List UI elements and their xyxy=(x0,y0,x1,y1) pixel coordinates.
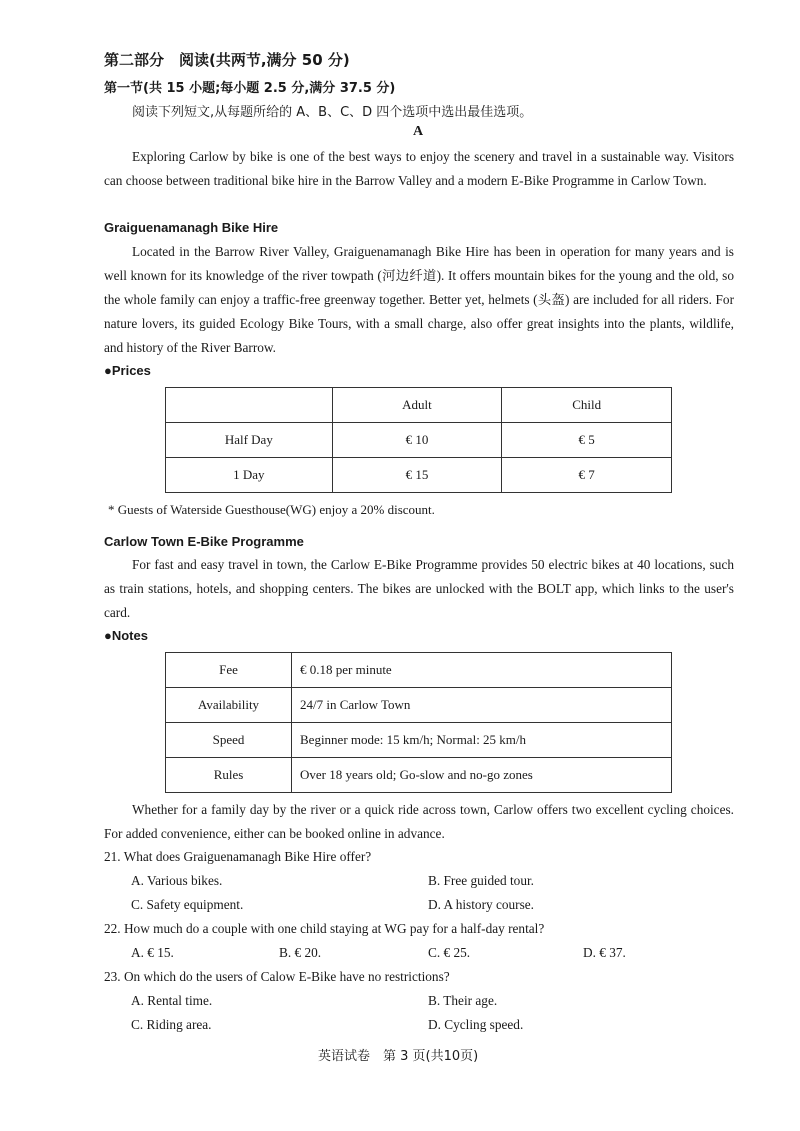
closing-paragraph: Whether for a family day by the river or a quick ride across town, Carlow offers two excellent cycling choices. For added convenience, either can be booked online in advance. xyxy=(104,802,734,841)
hire-paragraph: Located in the Barrow River Valley, Graiguenamanagh Bike Hire has been in operation for many years and is well known for its knowledge of the river towpath (河边纤道). It offers mountain bikes for the young and the old, so the whole family can enjoy a traffic-free greenway together. Better yet, helmets (头盔) are included for all riders. For nature lovers, its guided Ecology Bike Tours, with a small charge, also offer great insights into the plants, wildlife, and history of the River Barrow. xyxy=(104,244,734,355)
table-cell: € 15 xyxy=(332,458,502,493)
passage-label: A xyxy=(413,124,424,139)
prices-label: ●Prices xyxy=(104,363,151,378)
hire-heading: Graiguenamanagh Bike Hire xyxy=(104,220,279,235)
discount-note: * Guests of Waterside Guesthouse(WG) enjoy a 20% discount. xyxy=(108,502,435,517)
table-cell: € 0.18 per minute xyxy=(292,653,672,688)
answer-option: D. Cycling speed. xyxy=(428,1017,524,1032)
table-cell: Availability xyxy=(166,688,292,723)
section-title: 第一节(共 15 小题;每小题 2.5 分,满分 37.5 分) xyxy=(104,81,396,96)
intro-paragraph: Exploring Carlow by bike is one of the best ways to enjoy the scenery and travel in a sustainable way. Visitors can choose between traditional bike hire in the Barrow Valley and a modern E-Bike Programme in Carlow Town. xyxy=(104,149,734,188)
table-row xyxy=(166,723,672,758)
answer-option: D. € 37. xyxy=(583,945,626,960)
answer-option: B. € 20. xyxy=(279,945,322,960)
table-row xyxy=(166,688,672,723)
answer-option: C. € 25. xyxy=(428,945,471,960)
table-row xyxy=(166,458,672,493)
table-cell: Speed xyxy=(166,723,292,758)
answer-option: C. Safety equipment. xyxy=(131,897,244,912)
table-row xyxy=(166,758,672,793)
table-cell: € 7 xyxy=(502,458,672,493)
notes-label: ●Notes xyxy=(104,628,148,643)
answer-option: B. Their age. xyxy=(428,993,498,1008)
question-stem: 22. How much do a couple with one child staying at WG pay for a half-day rental? xyxy=(104,921,545,936)
table-cell: Half Day xyxy=(166,423,333,458)
table-cell: 1 Day xyxy=(166,458,333,493)
table-row xyxy=(166,653,672,688)
table-cell: Child xyxy=(502,388,672,423)
table-cell: Adult xyxy=(332,388,502,423)
notes-table xyxy=(165,652,672,793)
page-footer: 英语试卷 第 3 页(共10页) xyxy=(318,1049,479,1064)
table-row xyxy=(166,388,672,423)
table-cell: 24/7 in Carlow Town xyxy=(292,688,672,723)
table-cell: Rules xyxy=(166,758,292,793)
ebike-heading: Carlow Town E-Bike Programme xyxy=(104,534,304,549)
answer-option: A. Rental time. xyxy=(131,993,213,1008)
answer-option: D. A history course. xyxy=(428,897,534,912)
table-cell: Beginner mode: 15 km/h; Normal: 25 km/h xyxy=(292,723,672,758)
table-cell xyxy=(166,388,333,423)
question-stem: 21. What does Graiguenamanagh Bike Hire offer? xyxy=(104,849,372,864)
table-cell: Over 18 years old; Go-slow and no-go zones xyxy=(292,758,672,793)
part-title: 第二部分 阅读(共两节,满分 50 分) xyxy=(104,51,350,69)
answer-option: C. Riding area. xyxy=(131,1017,212,1032)
answer-option: B. Free guided tour. xyxy=(428,873,534,888)
table-row xyxy=(166,423,672,458)
answer-option: A. € 15. xyxy=(131,945,174,960)
table-cell: € 10 xyxy=(332,423,502,458)
instruction: 阅读下列短文,从每题所给的 A、B、C、D 四个选项中选出最佳选项。 xyxy=(132,105,533,120)
prices-table xyxy=(165,387,672,493)
answer-option: A. Various bikes. xyxy=(131,873,223,888)
ebike-paragraph: For fast and easy travel in town, the Carlow E-Bike Programme provides 50 electric bikes at 40 locations, such as train stations, hotels, and shopping centers. The bikes are unlocked with the BOLT app, which links to the user's card. xyxy=(104,557,734,620)
table-cell: € 5 xyxy=(502,423,672,458)
table-cell: Fee xyxy=(166,653,292,688)
question-stem: 23. On which do the users of Calow E-Bike have no restrictions? xyxy=(104,969,450,984)
